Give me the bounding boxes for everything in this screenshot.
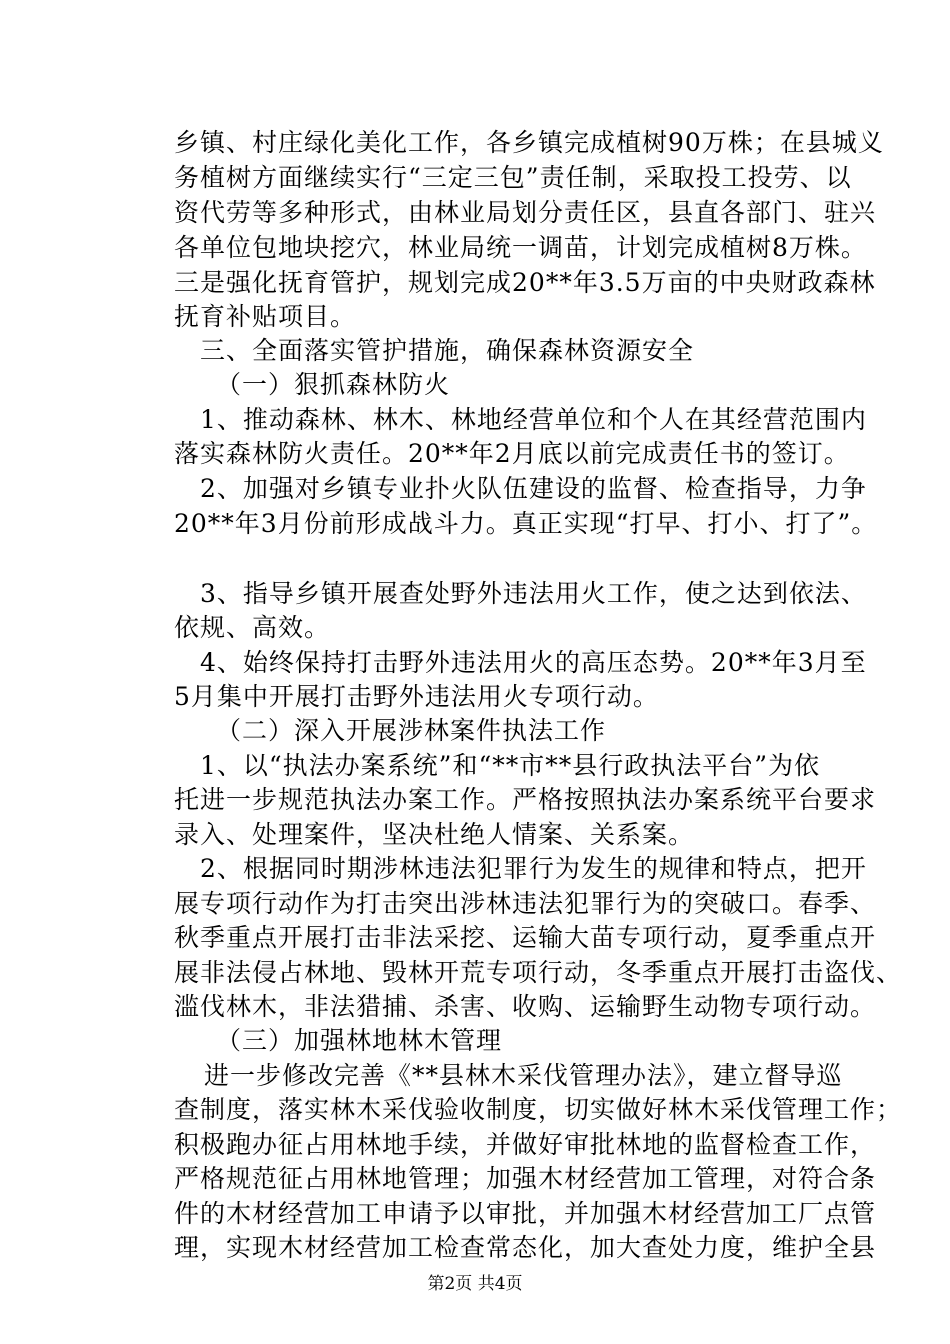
text-line: 滥伐林木，非法猎捕、杀害、收购、运输野生动物专项行动。 xyxy=(174,992,877,1021)
text-line: 2、根据同时期涉林违法犯罪行为发生的规律和特点，把开 xyxy=(200,854,867,883)
text-line: 务植树方面继续实行“三定三包”责任制，采取投工投劳、以 xyxy=(174,163,852,192)
section-heading: 三、全面落实管护措施，确保森林资源安全 xyxy=(200,336,695,365)
text-line: 抚育补贴项目。 xyxy=(174,302,357,331)
text-line: 理，实现木材经营加工检查常态化，加大查处力度，维护全县 xyxy=(174,1233,877,1262)
text-line: 展非法侵占林地、毁林开荒专项行动，冬季重点开展打击盗伐、 xyxy=(174,958,903,987)
subsection-heading: （一）狠抓森林防火 xyxy=(216,370,451,399)
text-line: 1、推动森林、林木、林地经营单位和个人在其经营范围内 xyxy=(200,405,867,434)
text-line: 进一步修改完善《**县林木采伐管理办法》，建立督导巡 xyxy=(204,1061,843,1090)
text-line: 资代劳等多种形式，由林业局划分责任区，县直各部门、驻兴 xyxy=(174,198,877,227)
text-line: 托进一步规范执法办案工作。严格按照执法办案系统平台要求 xyxy=(174,785,877,814)
text-line: 展专项行动作为打击突出涉林违法犯罪行为的突破口。春季、 xyxy=(174,889,877,918)
text-line: 录入、处理案件，坚决杜绝人情案、关系案。 xyxy=(174,820,695,849)
text-line: 3、指导乡镇开展查处野外违法用火工作，使之达到依法、 xyxy=(200,579,867,608)
text-line: 各单位包地块挖穴，林业局统一调苗，计划完成植树8万株。 xyxy=(174,233,867,262)
text-line: 积极跑办征占用林地手续，并做好审批林地的监督检查工作， xyxy=(174,1130,877,1159)
text-line: 2、加强对乡镇专业扑火队伍建设的监督、检查指导，力争 xyxy=(200,474,867,503)
text-line: 4、始终保持打击野外违法用火的高压态势。20**年3月至 xyxy=(200,648,867,677)
subsection-heading: （二）深入开展涉林案件执法工作 xyxy=(216,716,607,745)
text-line: 查制度，落实林木采伐验收制度，切实做好林木采伐管理工作； xyxy=(174,1095,903,1124)
page-footer: 第2页 共4页 xyxy=(427,1274,523,1294)
text-line: 依规、高效。 xyxy=(174,613,331,642)
subsection-heading: （三）加强林地林木管理 xyxy=(216,1026,503,1055)
text-line: 落实森林防火责任。20**年2月底以前完成责任书的签订。 xyxy=(174,439,850,468)
text-line: 1、以“执法办案系统”和“**市**县行政执法平台”为依 xyxy=(200,751,821,780)
text-line: 秋季重点开展打击非法采挖、运输大苗专项行动，夏季重点开 xyxy=(174,923,877,952)
text-line: 20**年3月份前形成战斗力。真正实现“打早、打小、打了”。 xyxy=(174,509,878,538)
text-line: 件的木材经营加工申请予以审批，并加强木材经营加工厂点管 xyxy=(174,1199,877,1228)
text-line: 乡镇、村庄绿化美化工作，各乡镇完成植树90万株；在县城义 xyxy=(174,128,884,157)
text-line: 严格规范征占用林地管理；加强木材经营加工管理，对符合条 xyxy=(174,1164,877,1193)
text-line: 5月集中开展打击野外违法用火专项行动。 xyxy=(174,682,659,711)
text-line: 三是强化抚育管护，规划完成20**年3.5万亩的中央财政森林 xyxy=(174,268,876,297)
